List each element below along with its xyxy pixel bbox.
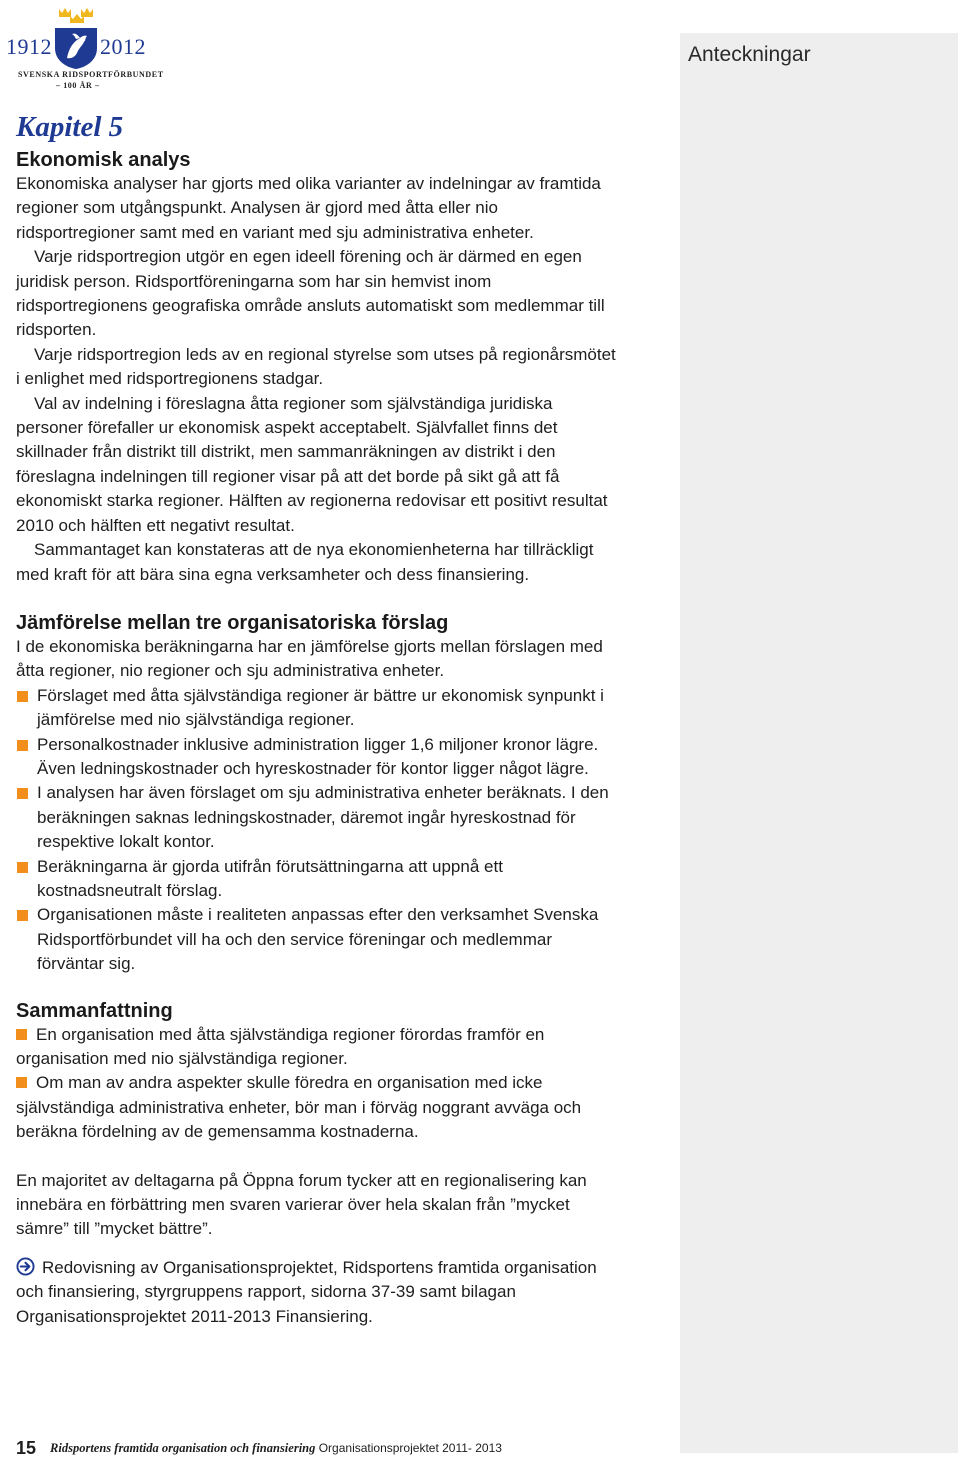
footer-title: Ridsportens framtida organisation och finansiering [50, 1441, 316, 1455]
square-bullet-icon [17, 691, 28, 702]
square-bullet-icon [16, 1029, 27, 1040]
paragraph: Val av indelning i föreslagna åtta regioner som självständiga juridiska personer förefaller ur ekonomisk aspekt acceptabelt. Självfallet finns det skillnader från distrikt till distrikt, men sammanräkningen av distrikt i den föreslagna indelningen till regioner visar på att det borde på sikt gå att få ekonomiskt starka regioner. Hälften av regionerna redovisar ett positivt resultat 2010 och hälften ett negativt resultat. [16, 393, 608, 535]
footer-subtitle: Organisationsprojektet 2011- 2013 [318, 1441, 502, 1455]
notes-sidebar [680, 33, 958, 1453]
logo-subtitle: – 100 ÅR – [56, 81, 100, 90]
page-number: 15 [16, 1438, 37, 1458]
list-item: Organisationen måste i realiteten anpassas efter den verksamhet Svenska Ridsportförbundet vill ha och den service föreningar och medlemmar förväntar sig. [16, 903, 621, 976]
year-right: 2012 [100, 34, 146, 59]
paragraph: Sammantaget kan konstateras att de nya ekonomienheterna har tillräckligt med kraft för att bära sina egna verksamheter och dess finansiering. [16, 540, 594, 584]
reference: Redovisning av Organisationsprojektet, Ridsportens framtida organisation och finansiering, styrgruppens rapport, sidorna 37-39 samt bilagan Organisationsprojektet 2011-2013 Finansiering. [16, 1257, 597, 1326]
square-bullet-icon [17, 862, 28, 873]
list-item: Förslaget med åtta självständiga regioner är bättre ur ekonomisk synpunkt i jämförelse med nio självständiga regioner. [16, 684, 621, 733]
comparison-list [16, 684, 621, 977]
square-bullet-icon [16, 1077, 27, 1088]
crowns-icon [57, 6, 97, 24]
square-bullet-icon [17, 910, 28, 921]
forum-paragraph: En majoritet av deltagarna på Öppna forum tycker att en regionalisering kan innebära en förbättring men svaren varierar över hela skalan från ”mycket sämre” till ”mycket bättre”. [16, 1170, 587, 1239]
paragraph: I de ekonomiska beräkningarna har en jämförelse gjorts mellan förslagen med åtta regioner, nio regioner och sju administrativa enheter. [16, 636, 603, 681]
logo [6, 4, 164, 92]
shield-horse-icon [53, 26, 99, 70]
section-heading-comparison: Jämförelse mellan tre organisatoriska förslag [16, 611, 449, 634]
paragraph: Ekonomiska analyser har gjorts med olika varianter av indelningar av framtida regioner som utgångspunkt. Analysen är gjord med åtta eller nio ridsportregioner samt med en variant med sju administrativa enheter. [16, 174, 601, 242]
main-content [16, 110, 621, 1329]
paragraph: Varje ridsportregion leds av en regional styrelse som utses på regionårsmötet i enlighet med ridsportregionens stadgar. [16, 344, 616, 389]
list-item: Beräkningarna är gjorda utifrån förutsättningarna att uppnå ett kostnadsneutralt förslag. [16, 855, 621, 904]
section-heading-economic-analysis: Ekonomisk analys [16, 149, 191, 171]
section-heading-summary: Sammanfattning [16, 999, 173, 1022]
paragraph: Varje ridsportregion utgör en egen ideell förening och är därmed en egen juridisk person. Ridsportföreningarna som har sin hemvist inom ridsportregionens geografiska område ansluts automatiskt som medlemmar till ridsporten. [16, 247, 605, 340]
year-left: 1912 [6, 34, 52, 59]
square-bullet-icon [17, 788, 28, 799]
summary-item: En organisation med åtta självständiga regioner förordas framför en organisation med nio självständiga regioner. [16, 1024, 545, 1068]
list-item: Personalkostnader inklusive administration ligger 1,6 miljoner kronor lägre. Även ledningskostnader och hyreskostnader för kontor ligger något lägre. [16, 733, 621, 782]
square-bullet-icon [17, 740, 28, 751]
page-footer [16, 1438, 502, 1459]
logo-org-name: SVENSKA RIDSPORTFÖRBUNDET [18, 70, 164, 79]
arrow-circle-icon [16, 1257, 35, 1276]
chapter-title: Kapitel 5 [16, 111, 124, 143]
list-item: I analysen har även förslaget om sju administrativa enheter beräknats. I den beräkningen saknas ledningskostnader, däremot ingår hyreskostnad för respektive lokalt kontor. [16, 781, 621, 854]
notes-title: Anteckningar [688, 43, 811, 66]
summary-item: Om man av andra aspekter skulle föredra en organisation med icke självständiga administrativa enheter, bör man i förväg noggrant avväga och beräkna fördelning av de gemensamma kostnaderna. [16, 1073, 582, 1142]
